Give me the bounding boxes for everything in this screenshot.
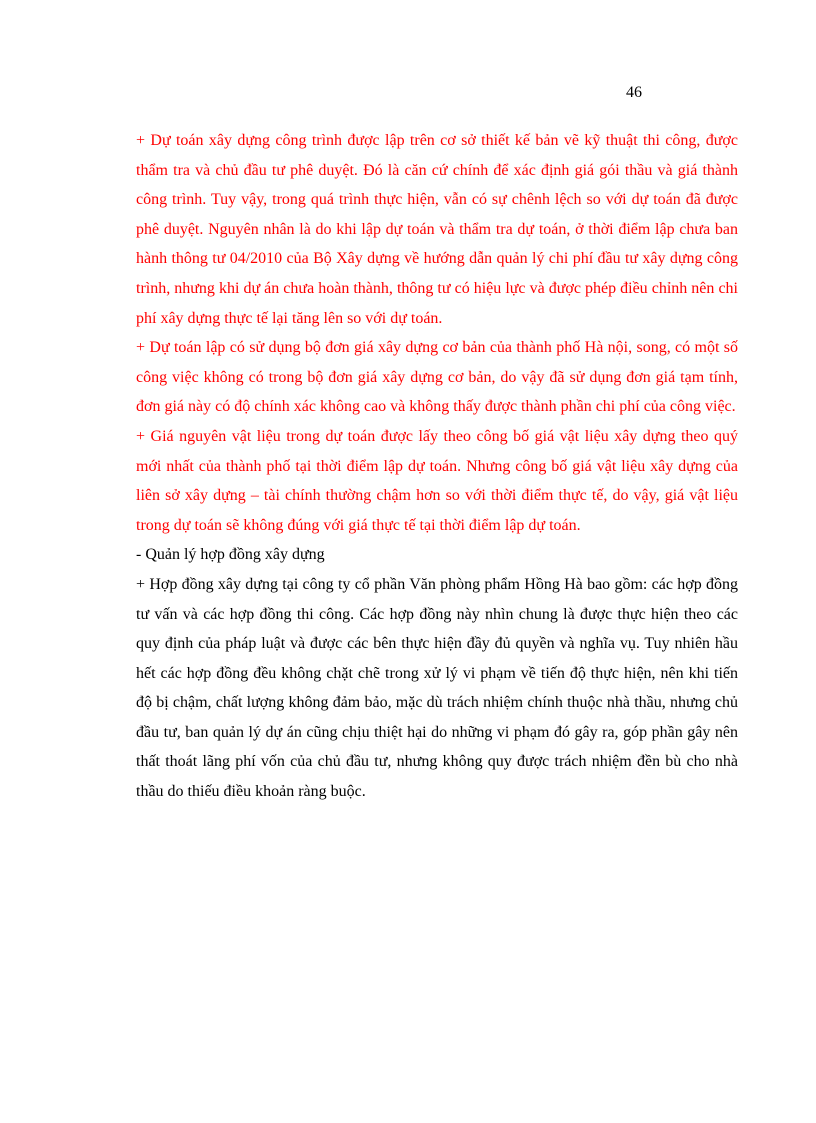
paragraph-estimate-design: + Dự toán xây dựng công trình được lập trên cơ sở thiết kế bản vẽ kỹ thuật thi công, được thẩm tra và chủ đầu tư phê duyệt. Đó là căn cứ chính để xác định giá gói thầu và giá thành công trình. Tuy vậy, trong quá trình thực hiện, vẫn có sự chênh lệch so với dự toán đã được phê duyệt. Nguyên nhân là do khi lập dự toán và thẩm tra dự toán, ở thời điểm lập chưa ban hành thông tư 04/2010 của Bộ Xây dựng về hướng dẫn quản lý chi phí đầu tư xây dựng công trình, nhưng khi dự án chưa hoàn thành, thông tư có hiệu lực và được phép điều chỉnh nên chi phí xây dựng thực tế lại tăng lên so với dự toán. [136,132,738,327]
document-body [136,126,738,807]
paragraph-material-price: + Giá nguyên vật liệu trong dự toán được lấy theo công bố giá vật liệu xây dựng theo quý mới nhất của thành phố tại thời điểm lập dự toán. Nhưng công bố giá vật liệu xây dựng của liên sở xây dựng – tài chính thường chậm hơn so với thời điểm thực tế, do vậy, giá vật liệu trong dự toán sẽ không đúng với giá thực tế tại thời điểm lập dự toán. [136,427,738,534]
section-heading-contract-management: - Quản lý hợp đồng xây dựng [136,546,325,564]
page-number: 46 [626,84,642,101]
paragraph-construction-contract: + Hợp đồng xây dựng tại công ty cổ phần Văn phòng phẩm Hồng Hà bao gồm: các hợp đồng tư vấn và các hợp đồng thi công. Các hợp đồng này nhìn chung là được thực hiện theo các quy định của pháp luật và được các bên thực hiện đầy đủ quyền và nghĩa vụ. Tuy nhiên hầu hết các hợp đồng đều không chặt chẽ trong xử lý vi phạm về tiến độ thực hiện, nên khi tiến độ bị chậm, chất lượng không đảm bảo, mặc dù trách nhiệm chính thuộc nhà thầu, nhưng chủ đầu tư, ban quản lý dự án cũng chịu thiệt hại do những vi phạm đó gây ra, góp phần gây nên thất thoát lãng phí vốn của chủ đầu tư, nhưng không quy được trách nhiệm đền bù cho nhà thầu do thiếu điều khoản ràng buộc. [136,575,738,801]
paragraph-unit-price: + Dự toán lập có sử dụng bộ đơn giá xây dựng cơ bản của thành phố Hà nội, song, có một số công việc không có trong bộ đơn giá xây dựng cơ bản, do vậy đã sử dụng đơn giá tạm tính, đơn giá này có độ chính xác không cao và không thấy được thành phần chi phí của công việc. [136,339,738,416]
